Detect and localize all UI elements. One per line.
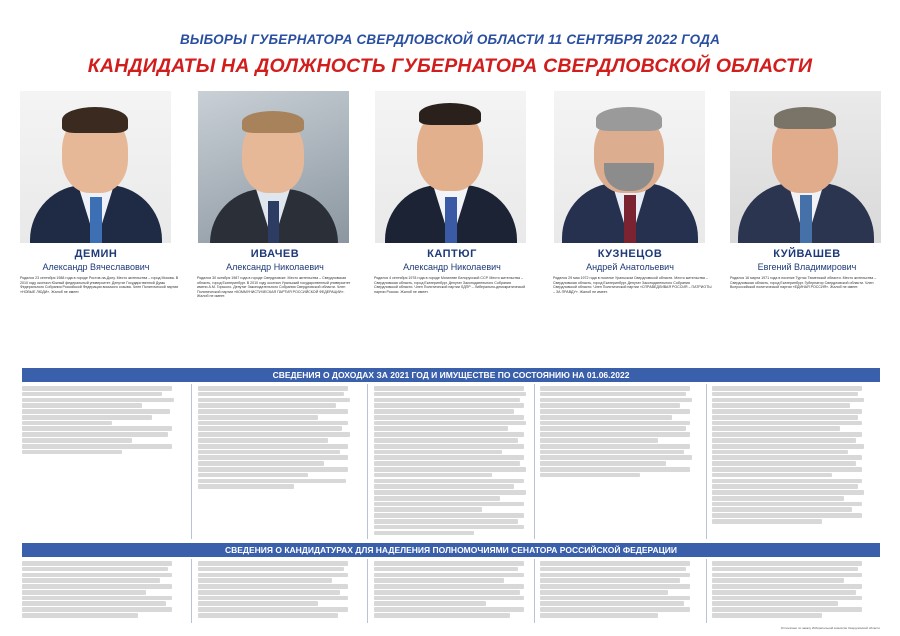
column-separator — [367, 384, 368, 539]
candidate-bio-5: Родился 16 марта 1971 года в поселке Туртас Тюменской области. Место жительства – Свердловская область, город Екатеринбург. Губернатор Свердловской области. Член Всероссийской политической партии «ЕДИНАЯ РОССИЯ». Жалоб не имеет. — [730, 276, 877, 290]
column-separator — [706, 384, 707, 539]
footer-imprint: Отпечатано по заказу Избирательной комиссии Свердловской области — [780, 626, 880, 630]
column-separator — [367, 559, 368, 623]
income-section-bar: СВЕДЕНИЯ О ДОХОДАХ ЗА 2021 ГОД И ИМУЩЕСТВЕ ПО СОСТОЯНИЮ НА 01.06.2022 — [22, 368, 880, 382]
candidate-photo-kuznetsov — [554, 91, 705, 243]
senator-column-4 — [540, 561, 700, 619]
candidate-bio-1: Родился 23 сентября 1988 года в городе Ростов-на-Дону. Место жительства – город Москва. В 2010 году окончил Южный федеральный университет. Депутат Государственной Думы Федерального Собрания Российской Федерации восьмого созыва. Член Политической партии «НОВЫЕ ЛЮДИ». Жалоб не имеет. — [20, 276, 179, 294]
candidate-bio-4: Родился 29 мая 1972 года в поселке Уральском Свердловской области. Место жительства – Свердловская область, город Екатеринбург. Депутат Законодательного Собрания Свердловской области. Член Политической партии «СПРАВЕДЛИВАЯ РОССИЯ – ПАТРИОТЫ – ЗА ПРАВДУ». Жалоб не имеет. — [553, 276, 712, 294]
candidate-photo-kuyvashev — [730, 91, 881, 243]
candidate-photos — [20, 91, 880, 243]
candidate-photo-demin — [20, 91, 171, 243]
column-separator — [191, 559, 192, 623]
column-separator — [706, 559, 707, 623]
candidate-bio-3: Родился 4 сентября 1978 года в городе Могилеве Белорусской ССР. Место жительства – Свердловская область, город Екатеринбург. Депутат Законодательного Собрания Свердловской области. Член Политической партии ЛДПР – Либерально-демократической партии России. Жалоб не имеет. — [374, 276, 526, 294]
senator-section-bar: СВЕДЕНИЯ О КАНДИДАТУРАХ ДЛЯ НАДЕЛЕНИЯ ПОЛНОМОЧИЯМИ СЕНАТОРА РОССИЙСКОЙ ФЕДЕРАЦИИ — [22, 543, 880, 557]
candidate-surname: ИВАЧЕВ — [250, 248, 300, 260]
senator-column-2 — [198, 561, 358, 619]
income-column-2 — [198, 386, 358, 490]
candidate-surname: КАПТЮГ — [427, 248, 477, 260]
candidate-given-name: Андрей Анатольевич — [586, 262, 674, 272]
candidate-bio-2: Родился 30 октября 1987 года в городе Свердловске. Место жительства – Свердловская область, город Екатеринбург. В 2010 году окончил Уральский государственный университет имени А.М. Горького. Депутат Законодательного Собрания Свердловской области. Член Политической партии «КОММУНИСТИЧЕСКАЯ ПАРТИЯ РОССИЙСКОЙ ФЕДЕРАЦИИ». Жалоб не имеет. — [197, 276, 351, 299]
candidate-photo-ivachev — [198, 91, 349, 243]
senator-column-5 — [712, 561, 872, 619]
candidate-given-name: Евгений Владимирович — [757, 262, 857, 272]
candidate-name-3 — [372, 248, 532, 273]
candidate-given-name: Александр Николаевич — [403, 262, 501, 272]
candidate-surname: КУЗНЕЦОВ — [597, 248, 663, 260]
income-column-3 — [374, 386, 534, 536]
senator-column-3 — [374, 561, 534, 619]
candidate-name-5 — [727, 248, 887, 273]
candidate-surname: ДЕМИН — [74, 248, 118, 260]
candidate-given-name: Александр Вячеславович — [42, 262, 150, 272]
election-title: ВЫБОРЫ ГУБЕРНАТОРА СВЕРДЛОВСКОЙ ОБЛАСТИ 11 СЕНТЯБРЯ 2022 ГОДА — [179, 32, 721, 47]
candidate-photo-kaptyug — [375, 91, 526, 243]
candidate-name-1 — [16, 248, 176, 273]
column-separator — [534, 384, 535, 539]
candidate-surname: КУЙВАШЕВ — [773, 248, 841, 260]
page-title: КАНДИДАТЫ НА ДОЛЖНОСТЬ ГУБЕРНАТОРА СВЕРДЛОВСКОЙ ОБЛАСТИ — [87, 55, 813, 77]
income-column-1 — [22, 386, 182, 455]
column-separator — [191, 384, 192, 539]
income-column-4 — [540, 386, 700, 479]
candidate-name-4 — [550, 248, 710, 273]
column-separator — [534, 559, 535, 623]
income-column-5 — [712, 386, 872, 525]
senator-column-1 — [22, 561, 182, 619]
candidate-name-2 — [195, 248, 355, 273]
candidate-given-name: Александр Николаевич — [226, 262, 324, 272]
